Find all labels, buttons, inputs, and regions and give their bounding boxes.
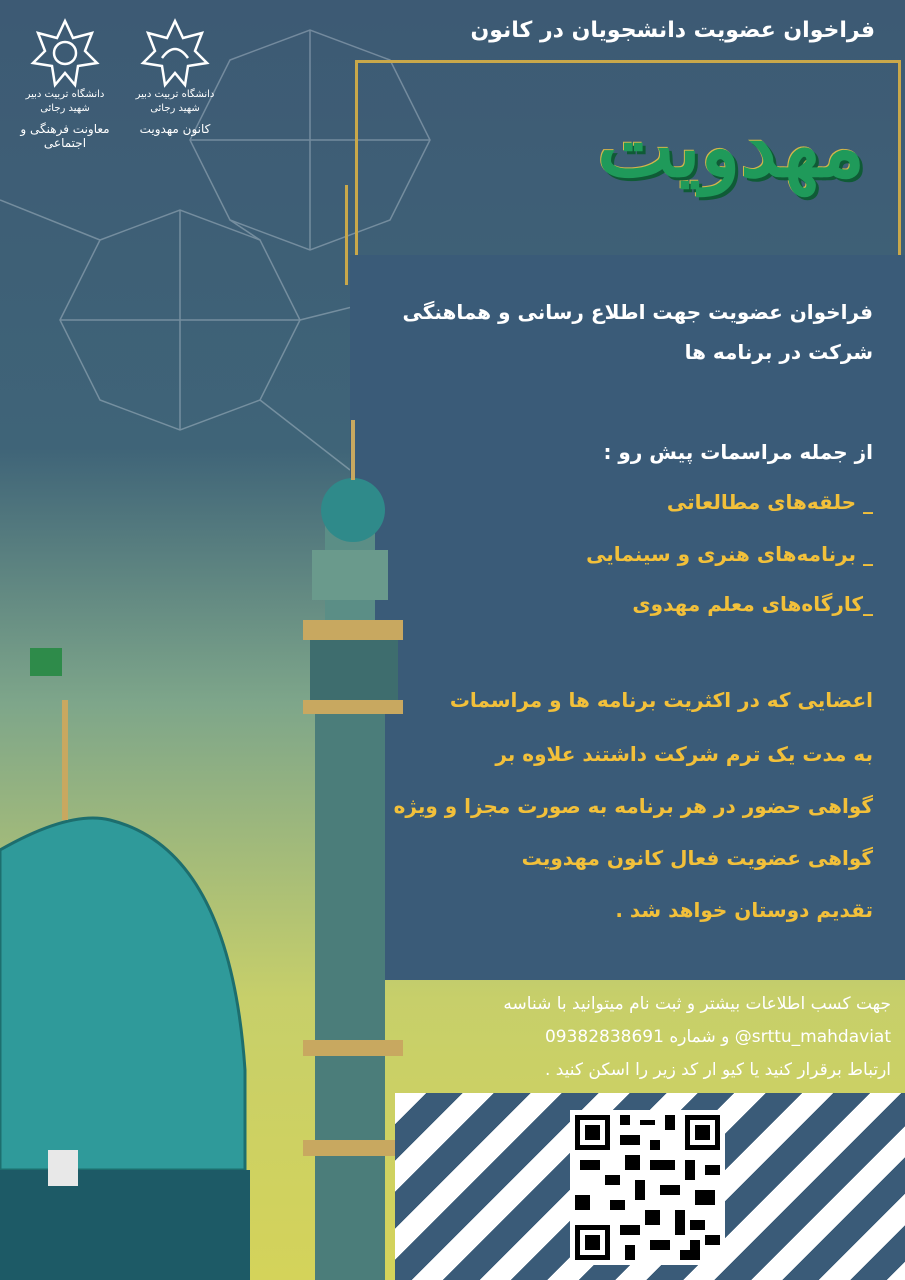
reward-line: گواهی حضور در هر برنامه به صورت مجزا و ویژه (393, 794, 873, 818)
logo-caption-secondary: معاونت فرهنگی و اجتماعی (20, 122, 110, 150)
header-title: فراخوان عضویت دانشجویان در کانون (470, 18, 875, 43)
gold-frame-left (345, 185, 348, 285)
mosque-illustration (0, 380, 420, 1280)
reward-line: تقدیم دوستان خواهد شد . (615, 898, 873, 922)
qr-code[interactable] (570, 1110, 725, 1265)
reward-line: گواهی عضویت فعال کانون مهدویت (521, 846, 873, 870)
logo-caption: دانشگاه تربیت دبیر شهید رجائی (135, 89, 215, 114)
contact-info (401, 988, 891, 1087)
program-item: _کارگاه‌های معلم مهدوی (632, 592, 873, 616)
reward-line: به مدت یک ترم شرکت داشتند علاوه بر (495, 742, 873, 766)
logo-caption-secondary: کانون مهدویت (139, 122, 211, 136)
contact-line: ارتباط برقرار کنید یا کیو ار کد زیر را اسکن کنید . (544, 1060, 891, 1080)
logo-mahdaviat-club (130, 18, 220, 136)
contact-line: srttu_mahdaviat@ و شماره 09382838691 (544, 1027, 891, 1047)
star-emblem-icon (30, 18, 100, 88)
brand-title: مهدویت (597, 100, 865, 196)
intro-line-1: فراخوان عضویت جهت اطلاع رسانی و هماهنگی (402, 300, 873, 324)
programs-heading: از جمله مراسمات پیش رو : (603, 440, 873, 464)
reward-line: اعضایی که در اکثریت برنامه ها و مراسمات (449, 688, 873, 712)
intro-line-2: شرکت در برنامه ها (684, 340, 873, 364)
mahdaviat-emblem-icon (140, 18, 210, 88)
program-item: _ حلقه‌های مطالعاتی (666, 490, 873, 514)
logo-caption: دانشگاه تربیت دبیر شهید رجائی (25, 89, 105, 114)
logo-cultural-deputy (20, 18, 110, 150)
program-item: _ برنامه‌های هنری و سینمایی (586, 542, 873, 566)
contact-line: جهت کسب اطلاعات بیشتر و ثبت نام میتوانید با شناسه (503, 994, 891, 1014)
